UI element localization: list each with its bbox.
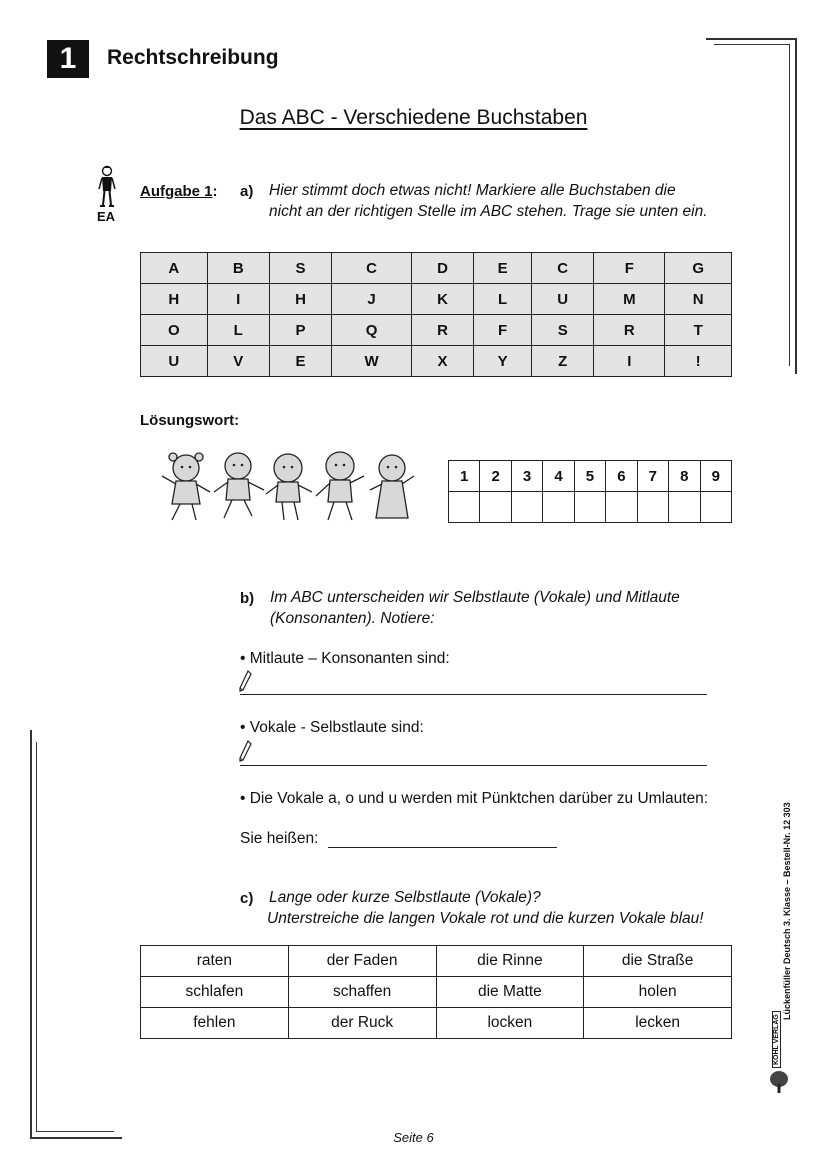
solution-number-cell: 1 [449,461,480,492]
abc-letter-cell[interactable]: E [269,346,331,377]
abc-letter-cell[interactable]: R [411,315,473,346]
abc-letter-cell[interactable]: C [332,253,412,284]
vowel-word-grid [140,945,732,1039]
abc-letter-cell[interactable]: I [594,346,665,377]
abc-letter-cell[interactable]: B [207,253,269,284]
work-mode-badge: EA [97,209,116,224]
abc-letter-cell[interactable]: E [474,253,532,284]
abc-letter-cell[interactable]: U [532,284,594,315]
solution-answer-cell[interactable] [669,492,700,523]
logo-tree-icon [768,1070,790,1094]
word-cell[interactable]: schlafen [141,977,289,1008]
part-c-line2: Unterstreiche die langen Vokale rot und die kurzen Vokale blau! [267,910,704,927]
chapter-number: 1 [47,40,89,78]
word-cell[interactable]: locken [436,1008,584,1039]
abc-letter-cell[interactable]: O [141,315,208,346]
abc-grid-row [141,315,732,346]
abc-letter-cell[interactable]: F [594,253,665,284]
abc-letter-cell[interactable]: G [665,253,732,284]
publisher-logo [768,1014,790,1094]
dancing-children-illustration [156,448,420,528]
vowels-answer-line[interactable] [240,765,707,766]
word-cell[interactable]: schaffen [288,977,436,1008]
part-c-line1: Lange oder kurze Selbstlaute (Vokale)? [269,889,541,906]
frame-line-right-inner [789,44,790,366]
abc-letter-cell[interactable]: Y [474,346,532,377]
part-a-marker: a) [240,183,254,200]
word-cell[interactable]: die Matte [436,977,584,1008]
frame-line-top-right [706,38,796,40]
solution-answer-cell[interactable] [543,492,574,523]
word-cell[interactable]: der Ruck [288,1008,436,1039]
abc-grid-row [141,346,732,377]
publisher-order-text: Lückenfüller Deutsch 3. Klasse – Bestell-Nr. 12 303 [782,802,792,1020]
abc-letter-cell[interactable]: M [594,284,665,315]
word-cell[interactable]: die Rinne [436,946,584,977]
abc-letter-cell[interactable]: Z [532,346,594,377]
frame-line-right [795,38,797,374]
task-label: Aufgabe 1: [140,183,218,200]
pencil-icon [238,670,252,694]
solution-answer-cell[interactable] [637,492,668,523]
solution-answer-cell[interactable] [700,492,732,523]
consonants-prompt: • Mitlaute – Konsonanten sind: [240,650,450,667]
word-cell[interactable]: die Straße [584,946,732,977]
part-b-line1: Im ABC unterscheiden wir Selbstlaute (Vokale) und Mitlaute [270,589,680,606]
solution-number-cell: 7 [637,461,668,492]
part-a-line1: Hier stimmt doch etwas nicht! Markiere alle Buchstaben die [269,182,676,199]
solution-number-cell: 4 [543,461,574,492]
solution-answer-cell[interactable] [480,492,511,523]
solution-answer-cell[interactable] [511,492,542,523]
solution-word-grid [448,460,732,523]
frame-line-left-inner [36,742,37,1132]
umlaut-answer-line[interactable] [328,847,557,848]
frame-line-left [30,730,32,1138]
solution-number-cell: 2 [480,461,511,492]
abc-letter-cell[interactable]: L [207,315,269,346]
abc-letter-cell[interactable]: H [269,284,331,315]
solution-number-cell: 8 [669,461,700,492]
solution-number-cell: 6 [606,461,637,492]
word-cell[interactable]: lecken [584,1008,732,1039]
word-cell[interactable]: der Faden [288,946,436,977]
consonants-answer-line[interactable] [240,694,707,695]
abc-grid-row [141,284,732,315]
abc-letter-cell[interactable]: P [269,315,331,346]
abc-letter-cell[interactable]: U [141,346,208,377]
abc-letter-cell[interactable]: D [411,253,473,284]
chapter-title: Rechtschreibung [107,46,279,69]
vowels-prompt: • Vokale - Selbstlaute sind: [240,719,424,736]
solution-word-label: Lösungswort: [140,412,240,429]
page-number: Seite 6 [393,1130,434,1145]
abc-letter-cell[interactable]: I [207,284,269,315]
part-a-line2: nicht an der richtigen Stelle im ABC stehen. Trage sie unten ein. [269,203,708,220]
umlaut-prompt: • Die Vokale a, o und u werden mit Pünktchen darüber zu Umlauten: [240,790,709,807]
abc-letter-cell[interactable]: F [474,315,532,346]
word-grid-row [141,977,732,1008]
frame-line-top-right-inner [714,44,790,45]
solution-number-cell: 3 [511,461,542,492]
abc-letter-cell[interactable]: V [207,346,269,377]
abc-letter-cell[interactable]: T [665,315,732,346]
page-title: Das ABC - Verschiedene Buchstaben [239,106,588,129]
abc-letter-cell[interactable]: A [141,253,208,284]
abc-letter-cell[interactable]: S [269,253,331,284]
abc-letter-cell[interactable]: C [532,253,594,284]
word-cell[interactable]: fehlen [141,1008,289,1039]
logo-text: KOHL VERLAG [772,1011,781,1068]
single-work-figure-icon [97,165,117,209]
abc-letter-cell[interactable]: K [411,284,473,315]
abc-letter-cell[interactable]: W [332,346,412,377]
part-b-line2: (Konsonanten). Notiere: [270,610,435,627]
abc-letter-cell[interactable]: N [665,284,732,315]
abc-letter-cell[interactable]: J [332,284,412,315]
abc-letter-cell[interactable]: H [141,284,208,315]
solution-number-cell: 9 [700,461,732,492]
word-grid-row [141,946,732,977]
abc-letter-cell[interactable]: Q [332,315,412,346]
umlaut-answer-label: Sie heißen: [240,830,319,847]
word-cell[interactable]: raten [141,946,289,977]
solution-answer-row [449,492,732,523]
abc-letter-cell[interactable]: S [532,315,594,346]
abc-letter-cell[interactable]: ! [665,346,732,377]
word-grid-row [141,1008,732,1039]
abc-letter-cell[interactable]: R [594,315,665,346]
abc-grid-row [141,253,732,284]
abc-letter-grid [140,252,732,377]
solution-answer-cell[interactable] [449,492,480,523]
abc-letter-cell[interactable]: X [411,346,473,377]
part-c-marker: c) [240,890,254,907]
pencil-icon [238,740,252,764]
solution-answer-cell[interactable] [574,492,605,523]
solution-number-row [449,461,732,492]
abc-letter-cell[interactable]: L [474,284,532,315]
solution-number-cell: 5 [574,461,605,492]
task-label-text: Aufgabe 1 [140,183,213,200]
part-b-marker: b) [240,590,255,607]
word-cell[interactable]: holen [584,977,732,1008]
solution-answer-cell[interactable] [606,492,637,523]
